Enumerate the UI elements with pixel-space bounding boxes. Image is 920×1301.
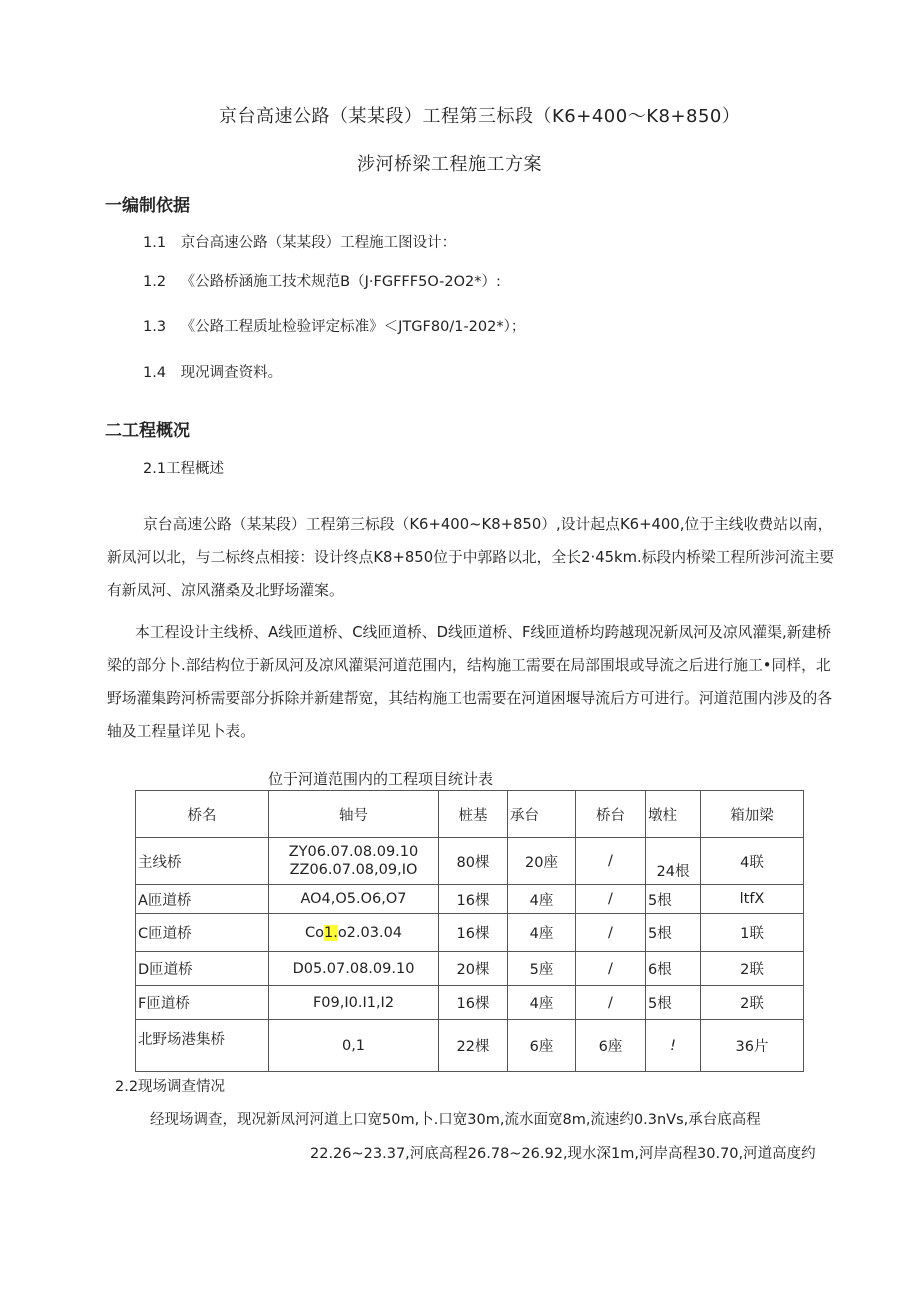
table-header-cell: 桥名	[136, 791, 269, 838]
cap-cell: 4座	[508, 914, 576, 952]
axis-text: o2.03.04	[337, 924, 403, 941]
pile-cell: 16棵	[439, 986, 508, 1020]
table-header-cell: 轴号	[269, 791, 439, 838]
abutment-cell: /	[576, 986, 646, 1020]
pier-cell: 5根	[646, 914, 701, 952]
basis-item	[143, 361, 282, 382]
survey-paragraph-line: 22.26~23.37,河底高程26.78~26.92,现水深1m,河岸高程30.70,河道高度约	[310, 1146, 816, 1162]
pier-cell: !	[646, 1020, 701, 1072]
bridge-works-table	[135, 790, 804, 1072]
table-header-cell: 承台	[508, 791, 576, 838]
pier-cell: 24根	[646, 838, 701, 885]
table-header-row	[136, 791, 804, 838]
table-row	[136, 952, 804, 986]
girder-cell: 2联	[701, 986, 804, 1020]
pier-cell: 6根	[646, 952, 701, 986]
pile-cell: 80棵	[439, 838, 508, 885]
table-row	[136, 1020, 804, 1072]
girder-cell: 1联	[701, 914, 804, 952]
cap-cell: 20座	[508, 838, 576, 885]
basis-item-text: 现况调査资料。	[180, 365, 283, 381]
axis-cell	[269, 838, 439, 885]
table-row	[136, 838, 804, 885]
axis-cell: 0,1	[269, 1020, 439, 1072]
basis-item-number: 1.2	[143, 274, 167, 290]
section-heading-basis: 一编制依据	[105, 196, 190, 216]
axis-cell	[269, 914, 439, 952]
abutment-cell: /	[576, 885, 646, 914]
abutment-cell: /	[576, 914, 646, 952]
table-row	[136, 986, 804, 1020]
table-header-cell: 桩基	[439, 791, 508, 838]
cap-cell: 4座	[508, 986, 576, 1020]
basis-item	[143, 231, 456, 252]
cap-cell: 5座	[508, 952, 576, 986]
girder-cell: 36片	[701, 1020, 804, 1072]
axis-cell: F09,I0.I1,I2	[269, 986, 439, 1020]
subsection-heading: 2.1工程概述	[143, 461, 225, 477]
table-header-cell: 桥台	[576, 791, 646, 838]
axis-cell: D05.07.08.09.10	[269, 952, 439, 986]
table-caption: 位于河道范围内的工程项目统计表	[268, 770, 494, 788]
axis-text: Co	[304, 924, 324, 941]
pier-cell: 5根	[646, 986, 701, 1020]
overview-paragraph: 本工程设计主线桥、A线匝道桥、C线匝道桥、D线匝道桥、F线匝道桥均跨越现况新凤河及凉风灌渠,新建桥梁的部分卜.部结构位于新凤河及凉风灌渠河道范围内，结构施工需要在局部围垠或导流之后进行施工•同样，北野场灌集跨河桥需要部分拆除并新建帮宽，其结构施工也需要在河道困堰导流后方可进行。河道范围内涉及的各轴及工程量详见卜表。	[107, 624, 833, 740]
axis-line: ZY06.07.08.09.10	[288, 844, 419, 860]
section-heading-overview: 二工程概况	[105, 421, 190, 441]
axis-highlight: 1.	[323, 924, 338, 941]
girder-cell: 4联	[701, 838, 804, 885]
bridge-name-cell: F匝道桥	[136, 986, 269, 1020]
bridge-name-cell: D匝道桥	[136, 952, 269, 986]
table-header-cell: 箱加梁	[701, 791, 804, 838]
pile-cell: 16棵	[439, 885, 508, 914]
overview-paragraph: 京台高速公路（某某段）工程第三标段（K6+400~K8+850）,设计起点K6+400,位于主线收费站以南，新凤河以北，与二标终点相接：设计终点K8+850位于中郭路以北，全长2·45km.标段内桥梁工程所涉河流主要有新凤河、凉风潴桑及北野场灌案。	[107, 516, 835, 599]
document-subtitle: 涉河桥梁工程施工方案	[357, 154, 542, 175]
bridge-name-cell: 北野场港集桥	[136, 1020, 269, 1072]
subsection-heading: 2.2现场调查情况	[115, 1079, 226, 1095]
pile-cell: 22棵	[439, 1020, 508, 1072]
cap-cell: 6座	[508, 1020, 576, 1072]
abutment-cell: /	[576, 952, 646, 986]
girder-cell: ltfX	[701, 885, 804, 914]
bridge-name-cell: 主线桥	[136, 838, 269, 885]
basis-item-text: 京台高速公路（某某段）工程施工图设计：	[180, 235, 457, 251]
table-header-cell: 墩柱	[646, 791, 701, 838]
bridge-name-cell: C匝道桥	[136, 914, 269, 952]
pile-cell: 20棵	[439, 952, 508, 986]
survey-paragraph-line: 经现场调查，现况新凤河河道上口宽50m,卜.口宽30m,流水面宽8m,流速约0.3nVs,承台底高程	[150, 1112, 761, 1128]
basis-item-text: 《公路工程质址检验评定标准》＜JTGF80/1-202*）；	[180, 319, 526, 335]
abutment-cell: /	[576, 838, 646, 885]
document-title: 京台高速公路（某某段）工程第三标段（K6+400～K8+850）	[219, 106, 741, 127]
abutment-cell: 6座	[576, 1020, 646, 1072]
basis-item	[143, 270, 501, 291]
basis-item-number: 1.4	[143, 365, 167, 381]
basis-item-number: 1.1	[143, 235, 167, 251]
girder-cell: 2联	[701, 952, 804, 986]
cap-cell: 4座	[508, 885, 576, 914]
table-row	[136, 885, 804, 914]
basis-item-text: 《公路桥涵施工技术规范B（J·FGFFF5O-2O2*）:	[180, 274, 501, 290]
basis-item	[143, 315, 525, 336]
axis-line: ZZ06.07.08,09,IO	[289, 862, 418, 878]
axis-cell: AO4,O5.O6,O7	[269, 885, 439, 914]
pier-cell: 5根	[646, 885, 701, 914]
basis-item-number: 1.3	[143, 319, 167, 335]
table-row	[136, 914, 804, 952]
bridge-name-cell: A匝道桥	[136, 885, 269, 914]
pile-cell: 16棵	[439, 914, 508, 952]
